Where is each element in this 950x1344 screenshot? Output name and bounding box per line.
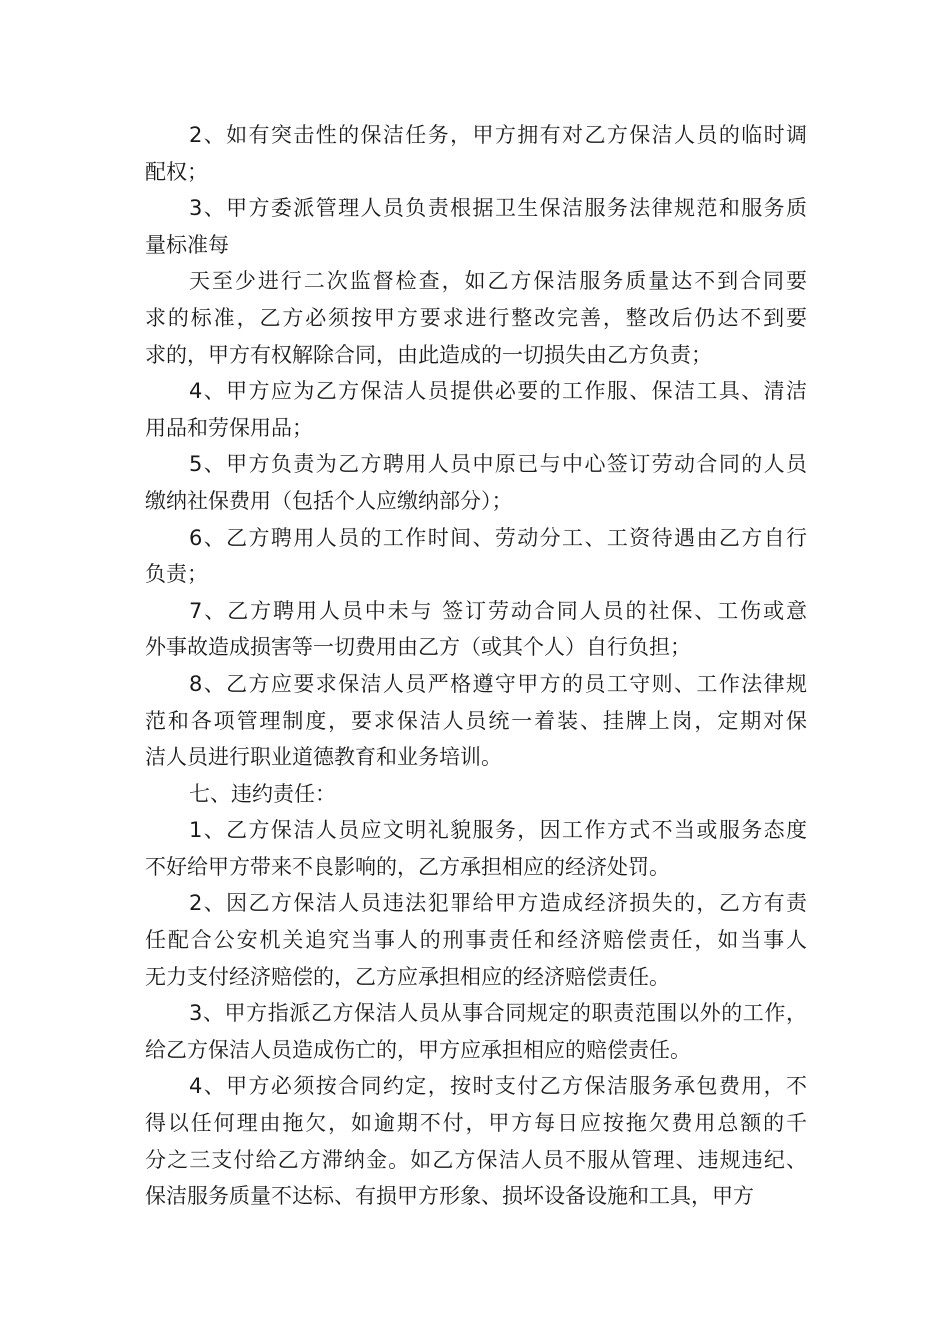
text-line: 3、甲方委派管理人员负责根据卫生保洁服务法律规范和服务质 [189, 196, 807, 221]
text-line: 配权； [145, 159, 208, 184]
paragraph [145, 117, 807, 190]
text-line: 2、因乙方保洁人员违法犯罪给甲方造成经济损失的，乙方有责 [189, 891, 807, 916]
text-line: 用品和劳保用品； [145, 415, 313, 440]
text-line: 4、甲方必须按合同约定，按时支付乙方保洁服务承包费用，不 [189, 1074, 807, 1099]
text-line: 6、乙方聘用人员的工作时间、劳动分工、工资待遇由乙方自行 [189, 525, 807, 550]
text-line: 七、违约责任： [189, 781, 336, 806]
text-line: 3、甲方指派乙方保洁人员从事合同规定的职责范围以外的工作， [189, 1001, 807, 1026]
text-line: 求的标准，乙方必须按甲方要求进行整改完善，整改后仍达不到要 [145, 305, 807, 330]
text-line: 无力支付经济赔偿的，乙方应承担相应的经济赔偿责任。 [145, 964, 670, 989]
paragraph [145, 995, 807, 1068]
text-line: 范和各项管理制度，要求保洁人员统一着装、挂牌上岗，定期对保 [145, 708, 807, 733]
text-line: 8、乙方应要求保洁人员严格遵守甲方的员工守则、工作法律规 [189, 671, 807, 696]
paragraph [145, 666, 807, 776]
text-line: 任配合公安机关追究当事人的刑事责任和经济赔偿责任，如当事人 [145, 928, 807, 953]
text-line: 4、甲方应为乙方保洁人员提供必要的工作服、保洁工具、清洁 [189, 379, 807, 404]
text-line: 不好给甲方带来不良影响的，乙方承担相应的经济处罚。 [145, 854, 670, 879]
paragraph [145, 885, 807, 995]
text-line: 量标准每 [145, 232, 229, 257]
document-body [145, 117, 807, 1215]
text-line: 得以任何理由拖欠，如逾期不付，甲方每日应按拖欠费用总额的千 [145, 1111, 807, 1136]
paragraph [145, 1068, 807, 1214]
paragraph [145, 190, 807, 263]
text-line: 分之三支付给乙方滞纳金。如乙方保洁人员不服从管理、违规违纪、 [145, 1147, 807, 1172]
paragraph [145, 593, 807, 666]
paragraph [145, 776, 807, 813]
text-line: 负责； [145, 562, 208, 587]
text-line: 保洁服务质量不达标、有损甲方形象、损坏设备设施和工具，甲方 [145, 1184, 754, 1209]
text-line: 缴纳社保费用（包括个人应缴纳部分）； [145, 488, 513, 513]
text-line: 洁人员进行职业道德教育和业务培训。 [145, 745, 502, 770]
paragraph [145, 812, 807, 885]
text-line: 天至少进行二次监督检查，如乙方保洁服务质量达不到合同要 [189, 269, 807, 294]
text-line: 7、乙方聘用人员中未与 签订劳动合同人员的社保、工伤或意 [189, 598, 807, 623]
paragraph [145, 373, 807, 446]
paragraph [145, 520, 807, 593]
text-line: 2、如有突击性的保洁任务，甲方拥有对乙方保洁人员的临时调 [189, 123, 807, 147]
text-line: 1、乙方保洁人员应文明礼貌服务，因工作方式不当或服务态度 [189, 818, 807, 843]
paragraph [145, 446, 807, 519]
text-line: 外事故造成损害等一切费用由乙方（或其个人）自行负担； [145, 635, 691, 660]
paragraph [145, 263, 807, 373]
text-line: 求的，甲方有权解除合同，由此造成的一切损失由乙方负责； [145, 342, 712, 367]
text-line: 5、甲方负责为乙方聘用人员中原已与中心签订劳动合同的人员 [189, 452, 807, 477]
text-line: 给乙方保洁人员造成伤亡的，甲方应承担相应的赔偿责任。 [145, 1037, 691, 1062]
